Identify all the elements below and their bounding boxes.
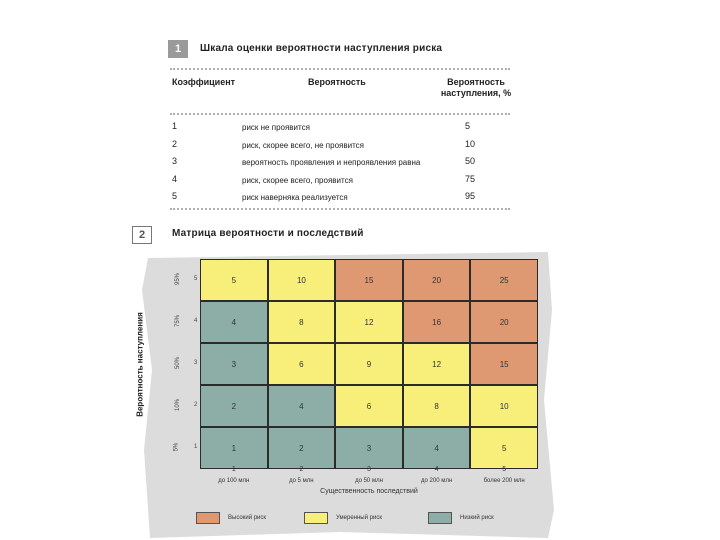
matrix-cell: 10 (470, 385, 538, 427)
y-axis-label: Вероятность наступления (135, 312, 145, 417)
x-range-label: до 50 млн (355, 478, 383, 484)
legend-label: Умеренный риск (336, 515, 382, 521)
matrix-cell: 15 (470, 343, 538, 385)
row-description: риск, скорее всего, не проявится (242, 140, 364, 150)
matrix-cell: 1 (200, 427, 268, 469)
x-range-label: до 5 млн (289, 478, 314, 484)
x-number-label: 5 (502, 466, 507, 473)
legend-swatch (196, 512, 220, 524)
table-row (170, 121, 510, 137)
row-description: риск наверняка реализуется (242, 193, 348, 202)
matrix-cell: 20 (403, 259, 471, 301)
y-percent-label: 5% (173, 442, 180, 452)
row-percent: 10 (465, 138, 476, 149)
y-row-label: 5 (194, 276, 198, 282)
y-row-label: 1 (194, 444, 198, 450)
row-coefficient: 4 (172, 173, 178, 184)
table-row (170, 174, 510, 190)
matrix-cell: 5 (200, 259, 268, 301)
probability-scale-title: Шкала оценки вероятности наступления риска (200, 43, 443, 54)
risk-matrix-grid (200, 259, 538, 469)
row-coefficient: 2 (172, 138, 178, 149)
matrix-cell: 20 (470, 301, 538, 343)
row-coefficient: 5 (172, 191, 178, 201)
header-probability-percent: Вероятность наступления, % (440, 77, 512, 98)
y-row-label: 4 (194, 318, 198, 324)
matrix-cell: 6 (335, 385, 403, 427)
matrix-cell: 4 (200, 301, 268, 343)
matrix-cell: 8 (268, 301, 336, 343)
row-percent: 50 (465, 156, 476, 166)
table-row (170, 191, 510, 207)
matrix-cell: 10 (268, 259, 336, 301)
y-row-label: 3 (194, 360, 198, 366)
header-probability: Вероятность (308, 77, 366, 87)
legend-item (196, 512, 266, 524)
legend-swatch (428, 512, 452, 524)
matrix-cell: 4 (403, 427, 471, 469)
legend-label: Низкий риск (460, 515, 494, 521)
x-axis-label: Существенность последствий (320, 488, 418, 495)
row-coefficient: 1 (172, 121, 178, 131)
row-description: риск, скорее всего, проявится (242, 175, 353, 185)
divider (170, 113, 510, 115)
legend-swatch (304, 512, 328, 524)
matrix-cell: 2 (268, 427, 336, 469)
legend-item (428, 512, 494, 524)
x-range-label: более 200 млн (483, 478, 525, 484)
divider (170, 68, 510, 70)
legend-label: Высокий риск (228, 515, 267, 521)
x-number-label: 2 (299, 466, 304, 473)
x-number-label: 1 (231, 466, 236, 473)
matrix-cell: 4 (268, 385, 336, 427)
matrix-cell: 3 (200, 343, 268, 385)
matrix-cell: 16 (403, 301, 471, 343)
x-number-label: 3 (367, 466, 371, 473)
row-percent: 5 (465, 121, 471, 131)
y-percent-label: 50% (175, 356, 182, 370)
matrix-cell: 6 (268, 343, 336, 385)
matrix-cell: 2 (200, 385, 268, 427)
x-number-label: 4 (434, 466, 439, 473)
matrix-cell: 8 (403, 385, 471, 427)
x-range-label: до 100 млн (218, 478, 250, 484)
row-percent: 75 (465, 173, 476, 184)
matrix-cell: 25 (470, 259, 538, 301)
matrix-cell: 15 (335, 259, 403, 301)
table-row (170, 156, 510, 172)
row-description: вероятность проявления и непроявления равна (242, 158, 421, 167)
matrix-cell: 5 (470, 427, 538, 469)
table-row (170, 139, 510, 155)
row-coefficient: 3 (172, 156, 178, 166)
y-percent-label: 10% (175, 398, 182, 412)
header-coefficient: Коэффициент (172, 77, 236, 87)
divider (170, 208, 510, 210)
section-number-badge: 2 (132, 226, 152, 244)
row-description: риск не проявится (242, 123, 310, 132)
x-range-label: до 200 млн (421, 478, 453, 484)
y-row-label: 2 (194, 402, 198, 408)
legend-item (304, 512, 382, 524)
risk-matrix-title: Матрица вероятности и последствий (172, 228, 364, 239)
matrix-cell: 12 (403, 343, 471, 385)
matrix-cell: 3 (335, 427, 403, 469)
y-percent-label: 95% (175, 272, 182, 286)
matrix-cell: 12 (335, 301, 403, 343)
section-number-badge: 1 (168, 40, 188, 58)
row-percent: 95 (465, 191, 476, 201)
matrix-cell: 9 (335, 343, 403, 385)
y-percent-label: 75% (175, 314, 182, 328)
